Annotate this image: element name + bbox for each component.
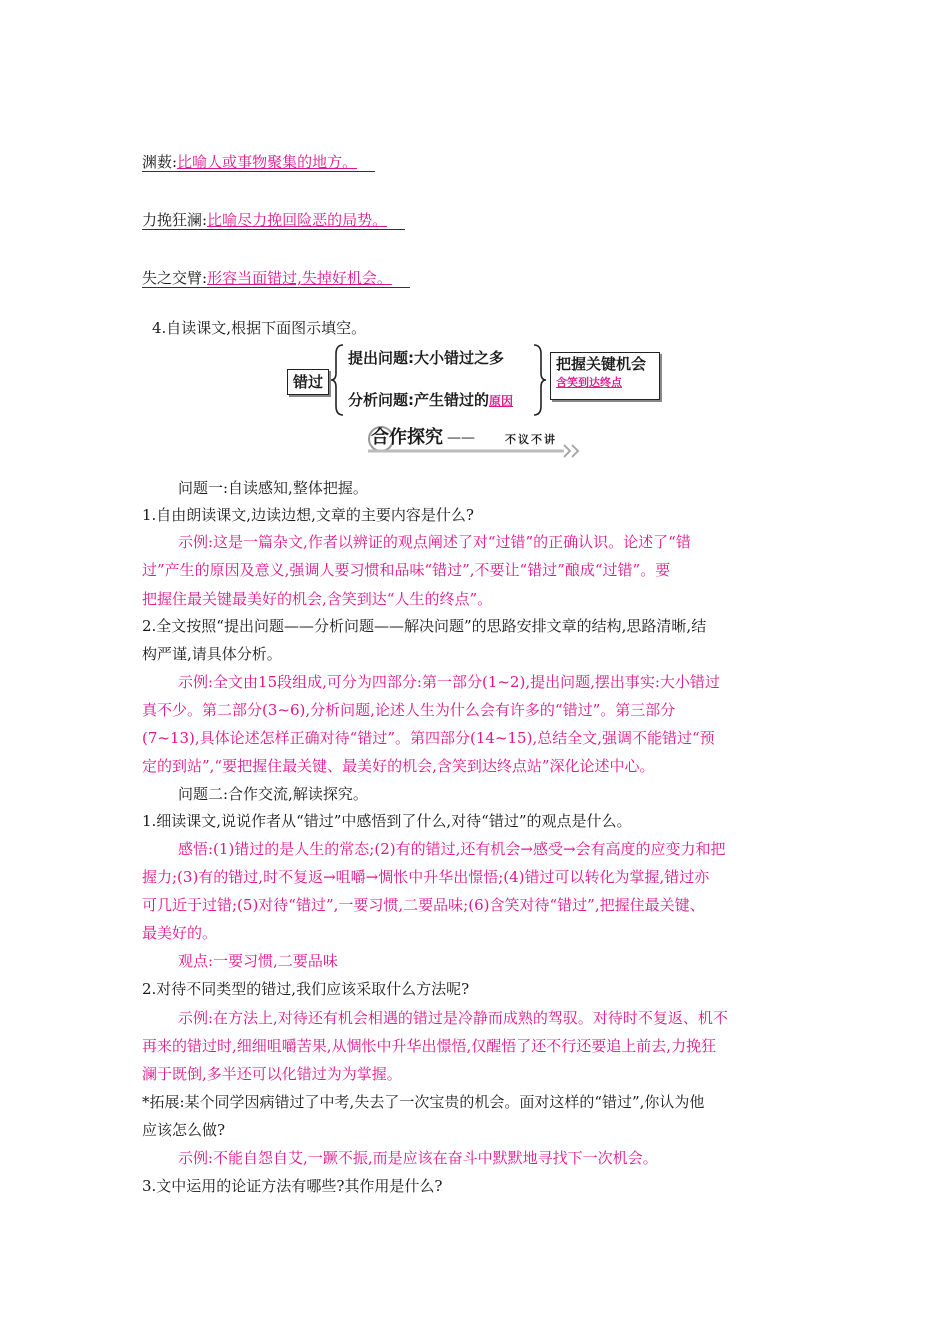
question-line: *拓展:某个同学因病错过了中考,失去了一次宝贵的机会。面对这样的“错过”,你认为他 xyxy=(142,1093,705,1111)
answer-line: 过”产生的原因及意义,强调人要习惯和品味“错过”,不要让“错过”酿成“过错”。要 xyxy=(142,561,671,579)
answer-line: 把握住最关键最美好的机会,含笑到达“人生的终点”。 xyxy=(142,590,493,608)
question-line: 1.自由朗读课文,边读边想,文章的主要内容是什么? xyxy=(142,506,474,524)
answer-line: (7~13),具体论述怎样正确对待“错过”。第四部分(14~15),总结全文,强调不能错过“预 xyxy=(142,729,715,747)
diagram-item-2: 分析问题:产生错过的原因 xyxy=(348,391,514,409)
question-line: 2.全文按照“提出问题——分析问题——解决问题”的思路安排文章的结构,思路清晰,结 xyxy=(142,617,707,635)
banner-subtitle: 不议不讲 xyxy=(505,433,557,446)
vocab-term: 失之交臂: xyxy=(142,269,208,287)
question-line: 应该怎么做? xyxy=(142,1121,226,1139)
answer-line: 可几近于过错;(5)对待“错过”,一要习惯,二要品味;(6)含笑对待“错过”,把握住最关键、 xyxy=(142,896,705,914)
vocab-item xyxy=(142,152,375,172)
answer-line: 真不少。第二部分(3~6),分析问题,论述人生为什么会有许多的“错过”。第三部分 xyxy=(142,701,676,719)
vocab-definition: 形容当面错过,失掉好机会。 xyxy=(207,269,392,287)
diagram-result-answer: 含笑到达终点 xyxy=(556,376,622,389)
answer-line: 示例:全文由15段组成,可分为四部分:第一部分(1~2),提出问题,摆出事实:大小错过 xyxy=(178,673,720,691)
diagram-root-box: 错过 xyxy=(287,369,329,395)
diagram-item-2-answer: 原因 xyxy=(489,394,514,408)
answer-line: 示例:不能自怨自艾,一蹶不振,而是应该在奋斗中默默地寻找下一次机会。 xyxy=(178,1149,658,1167)
right-brace xyxy=(533,344,547,416)
answer-line: 示例:这是一篇杂文,作者以辨证的观点阐述了对“过错”的正确认识。论述了“错 xyxy=(178,533,691,551)
question-line: 2.对待不同类型的错过,我们应该采取什么方法呢? xyxy=(142,980,470,998)
diagram-item-1: 提出问题:大小错过之多 xyxy=(348,349,504,367)
answer-line: 定的到站”,“要把握住最关键、最美好的机会,含笑到达终点站”深化论述中心。 xyxy=(142,757,655,775)
answer-line: 示例:在方法上,对待还有机会相遇的错过是冷静而成熟的驾驭。对待时不复返、机不 xyxy=(178,1009,728,1027)
vocab-item xyxy=(142,268,410,288)
question-line: 问题二:合作交流,解读探究。 xyxy=(178,785,368,803)
diagram-result: 把握关键机会 xyxy=(556,355,647,373)
vocab-definition: 比喻人或事物聚集的地方。 xyxy=(177,153,358,171)
banner-title: 合作探究 xyxy=(371,427,443,448)
answer-line: 观点:一要习惯,二要品味 xyxy=(178,952,338,970)
question-line: 3.文中运用的论证方法有哪些?其作用是什么? xyxy=(142,1177,443,1195)
answer-line: 最美好的。 xyxy=(142,924,218,942)
left-brace xyxy=(330,344,344,416)
banner-dash: —— xyxy=(447,430,475,446)
question-line: 1.细读课文,说说作者从“错过”中感悟到了什么,对待“错过”的观点是什么。 xyxy=(142,812,632,830)
task-4-prompt: 4.自读课文,根据下面图示填空。 xyxy=(152,319,367,337)
vocab-term: 力挽狂澜: xyxy=(142,211,208,229)
answer-line: 握力;(3)有的错过,时不复返→咀嚼→惆怅中升华出憬悟;(4)错过可以转化为掌握,错过亦 xyxy=(142,868,710,886)
vocab-item xyxy=(142,210,405,230)
answer-line: 感悟:(1)错过的是人生的常态;(2)有的错过,还有机会→感受→会有高度的应变力和把 xyxy=(178,840,726,858)
question-line: 问题一:自读感知,整体把握。 xyxy=(178,479,368,497)
question-line: 构严谨,请具体分析。 xyxy=(142,645,282,663)
answer-line: 澜于既倒,多半还可以化错过为为掌握。 xyxy=(142,1065,402,1083)
answer-line: 再来的错过时,细细咀嚼苦果,从惆怅中升华出憬悟,仅醒悟了还不行还要追上前去,力挽狂 xyxy=(142,1037,717,1055)
vocab-definition: 比喻尽力挽回险恶的局势。 xyxy=(207,211,388,229)
diagram-result-box xyxy=(550,352,660,400)
vocab-term: 渊薮: xyxy=(142,153,178,171)
